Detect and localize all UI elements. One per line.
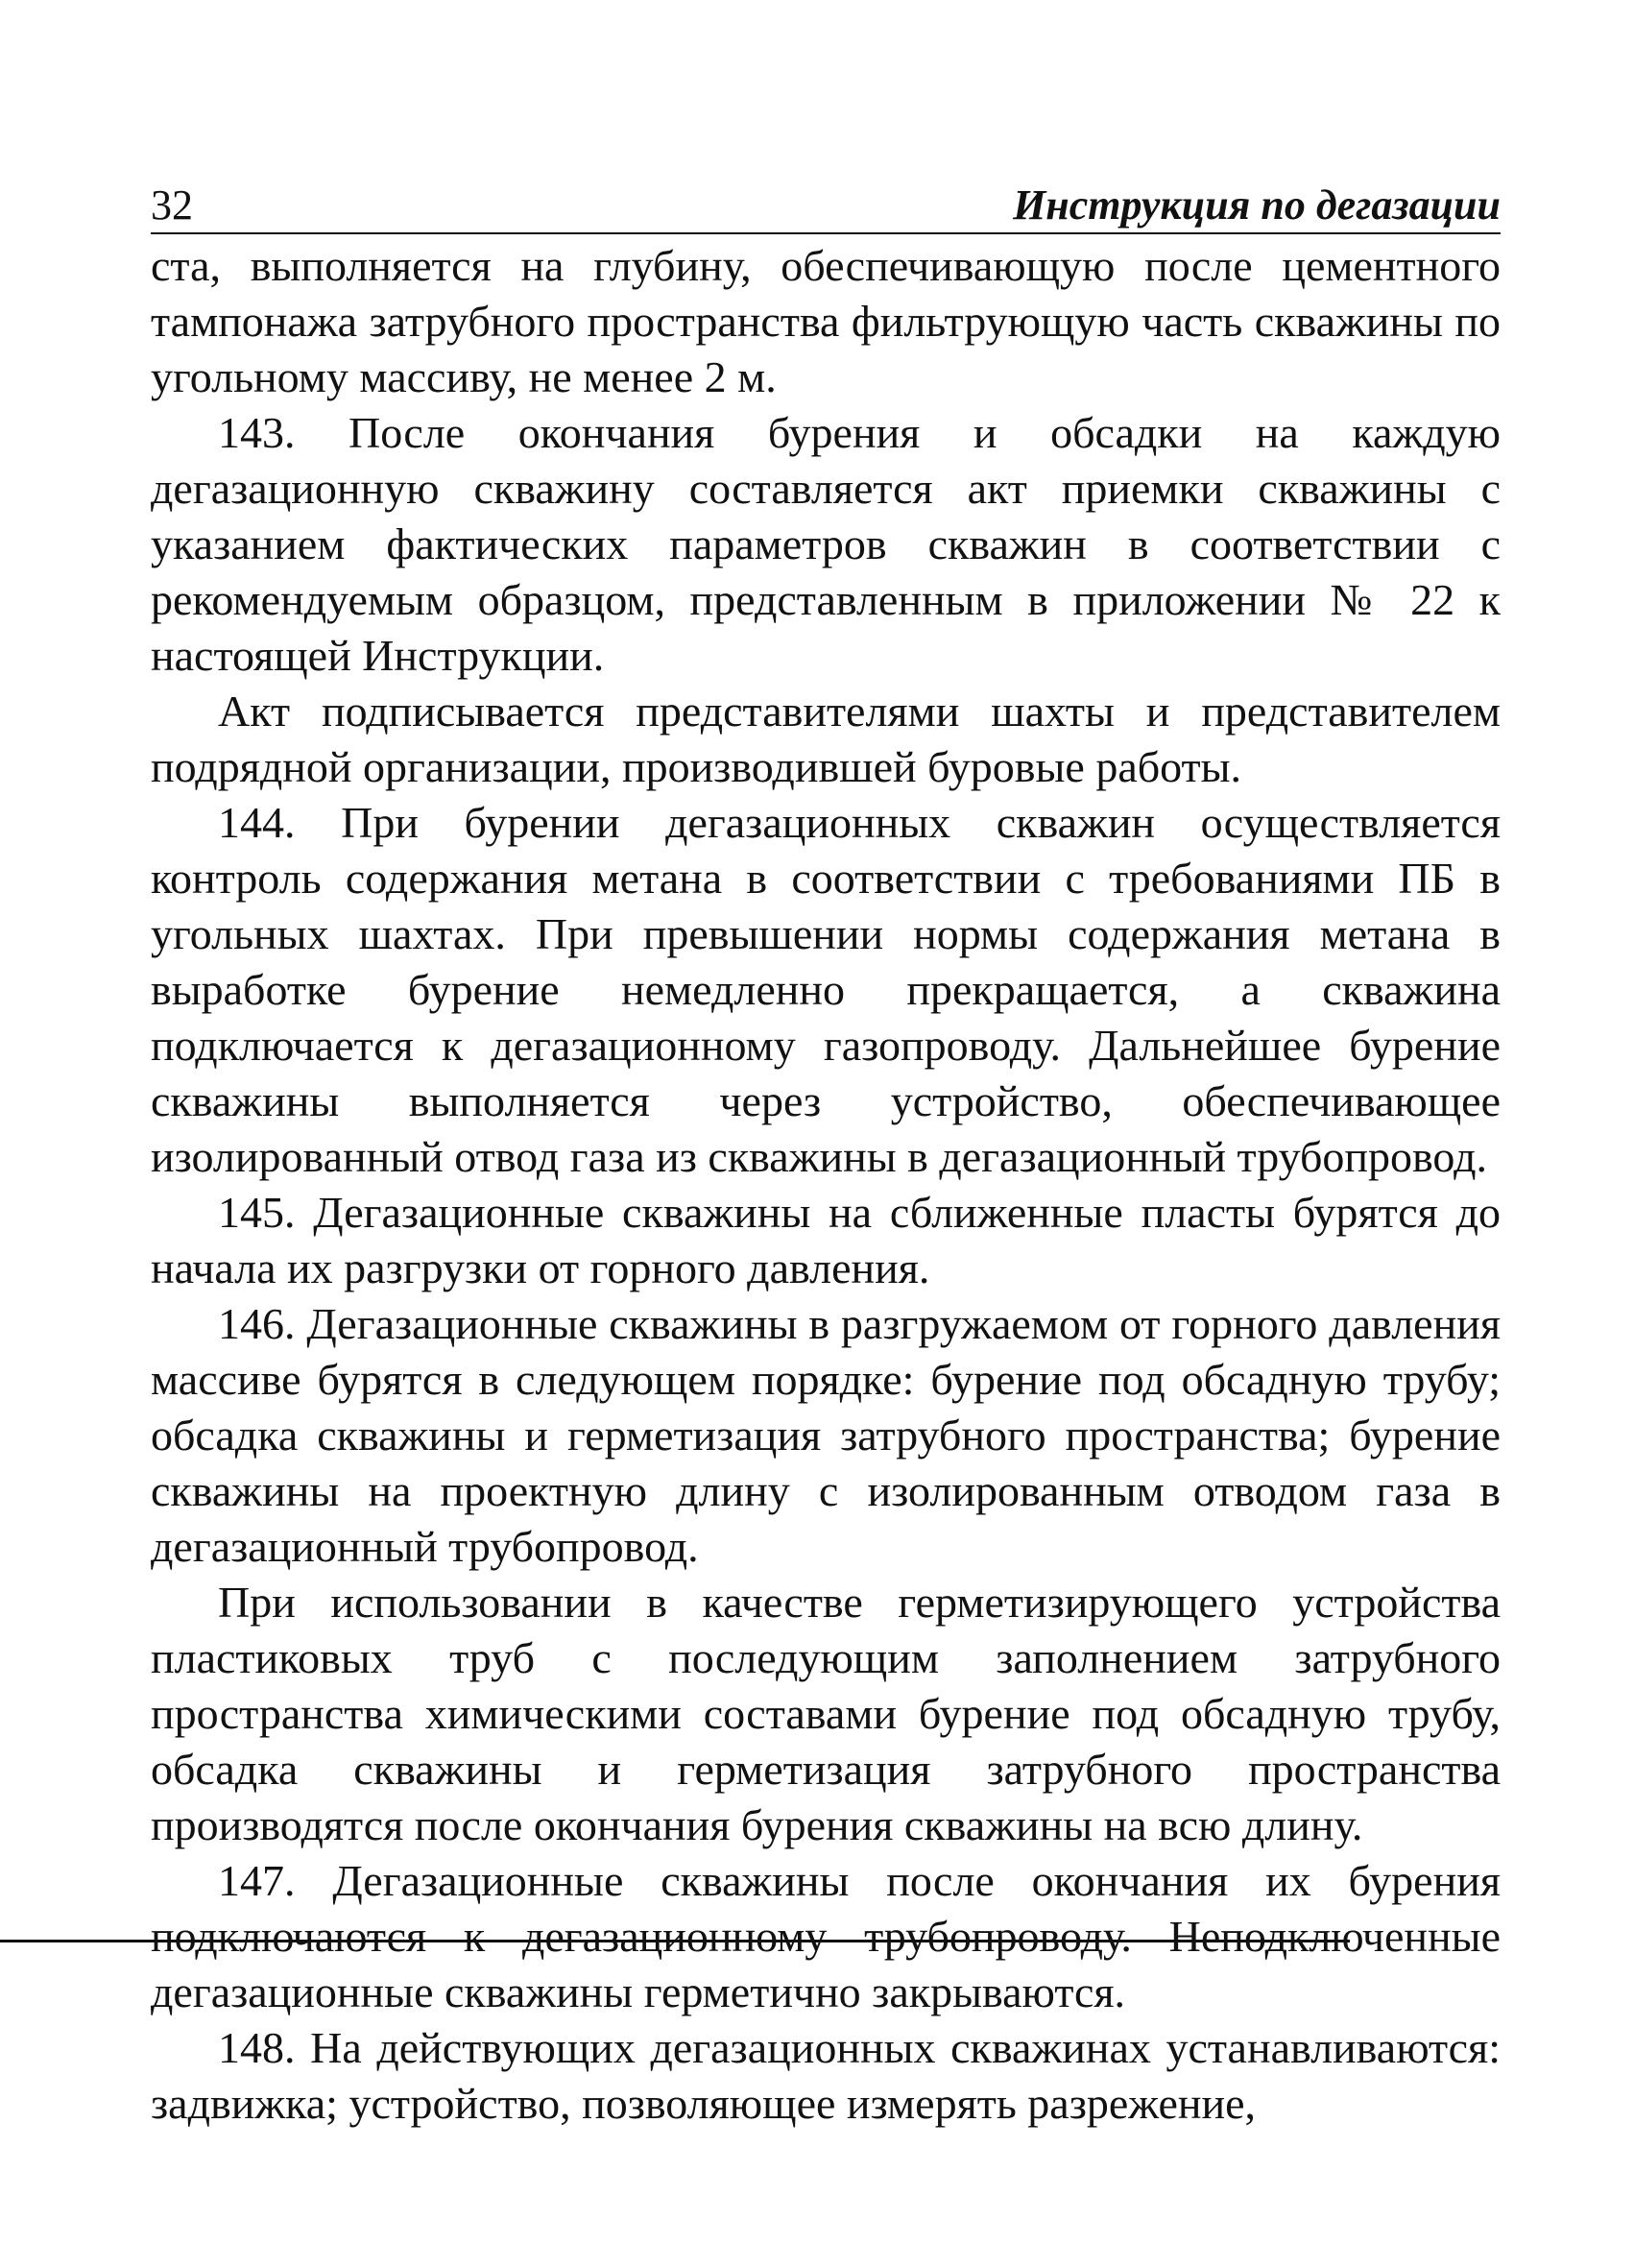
paragraph-act-signing: Акт подписывается представителями шахты и представителем подрядной организации, производившей буровые работы. xyxy=(151,687,1501,791)
paragraph-143: 143. После окончания бурения и обсадки на каждую дегазационную скважину составляется акт приемки скважины с указанием фактических параметров скважин в соответствии с рекомендуемым образцом, представленным в приложении № 22 к настоящей Инструкции. xyxy=(151,408,1501,680)
document-page xyxy=(151,179,1501,2132)
page-number: 32 xyxy=(151,181,193,229)
paragraph-145: 145. Дегазационные скважины на сближенные пласты бурятся до начала их разгрузки от горного давления. xyxy=(151,1188,1501,1292)
paragraph-continuation: ста, выполняется на глубину, обеспечивающую после цементного тампонажа затрубного пространства фильтрующую часть скважины по угольному массиву, не менее 2 м. xyxy=(151,241,1501,401)
paragraph-148: 148. На действующих дегазационных скважинах устанавливаются: задвижка; устройство, позволяющее измерять разрежение, xyxy=(151,2023,1501,2128)
body-text xyxy=(151,238,1501,2132)
paragraph-144: 144. При бурении дегазационных скважин осуществляется контроль содержания метана в соответствии с требованиями ПБ в угольных шахтах. При превышении нормы содержания метана в выработке бурение немедленно прекращается, а скважина подключается к дегазационному газопроводу. Дальнейшее бурение скважины выполняется через устройство, обеспечивающее изолированный отвод газа из скважины в дегазационный трубопровод. xyxy=(151,798,1501,1181)
page-header xyxy=(151,179,1501,234)
paragraph-plastic-pipes: При использовании в качестве герметизирующего устройства пластиковых труб с последующим заполнением затрубного пространства химическими составами бурение под обсадную трубу, обсадка скважины и герметизация затрубного пространства производятся после окончания бурения скважины на всю длину. xyxy=(151,1578,1501,1849)
paragraph-147: 147. Дегазационные скважины после окончания их бурения подключаются к дегазационному трубопроводу. Неподключенные дегазационные скважины герметично закрываются. xyxy=(151,1856,1501,2016)
running-title: Инструкция по дегазации xyxy=(1013,181,1501,229)
paragraph-146: 146. Дегазационные скважины в разгружаемом от горного давления массиве бурятся в следующем порядке: бурение под обсадную трубу; обсадка скважины и герметизация затрубного пространства; бурение скважины на проектную длину с изолированным отводом газа в дегазационный трубопровод. xyxy=(151,1299,1501,1571)
footer-rule xyxy=(0,1940,1350,1942)
